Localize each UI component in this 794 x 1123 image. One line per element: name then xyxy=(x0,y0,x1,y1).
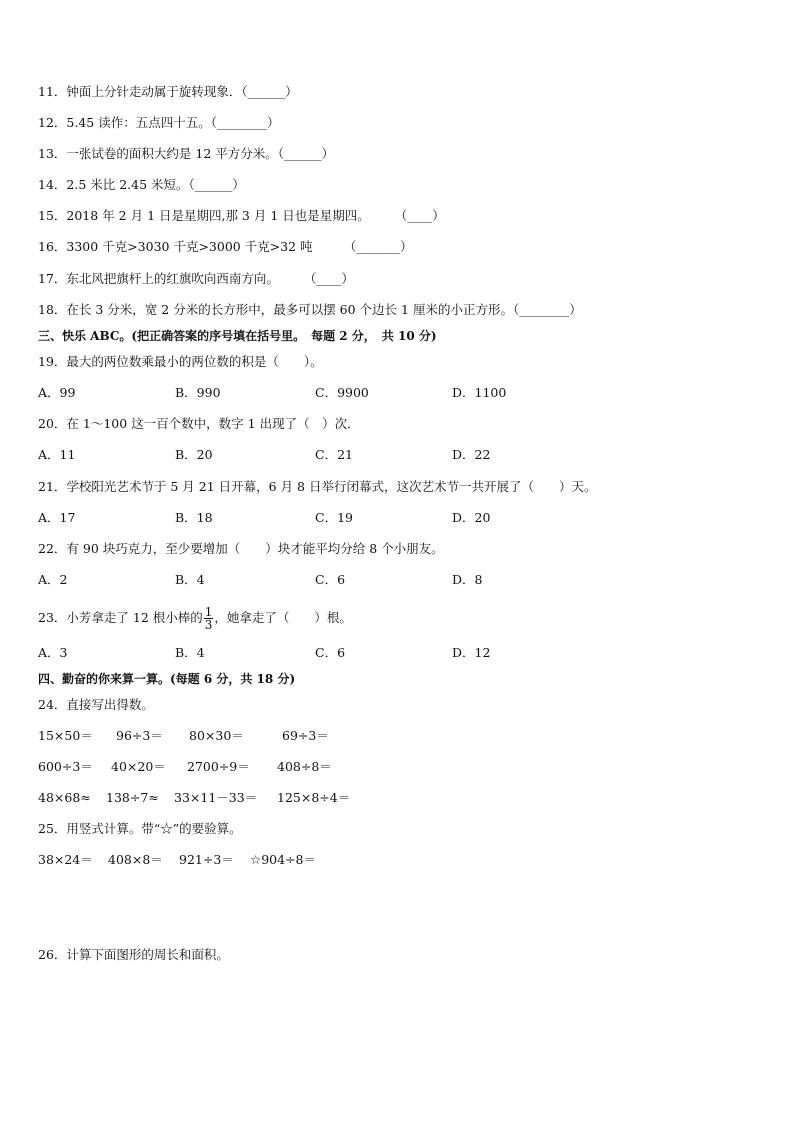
question-12: 12．5.45 读作：五点四十五。（________） xyxy=(38,115,280,130)
calc-item: 408×8＝ xyxy=(108,852,163,867)
option-b: B．4 xyxy=(175,572,205,587)
question-19: 19．最大的两位数乘最小的两位数的积是（ ）。 xyxy=(38,354,323,369)
question-13: 13．一张试卷的面积大约是 12 平方分米。（______） xyxy=(38,146,335,161)
calc-item: 921÷3＝ xyxy=(179,852,234,867)
question-23 xyxy=(38,603,352,633)
question-11: 11．钟面上分针走动属于旋转现象．（______） xyxy=(38,84,298,99)
question-26: 26．计算下面图形的周长和面积。 xyxy=(38,947,229,962)
question-20-options xyxy=(38,447,738,463)
question-24: 24．直接写出得数。 xyxy=(38,697,154,712)
question-19-options xyxy=(38,385,738,401)
option-c: C．19 xyxy=(315,510,353,525)
calc-item: 40×20＝ xyxy=(111,759,166,774)
question-21: 21．学校阳光艺术节于 5 月 21 日开幕，6 月 8 日举行闭幕式，这次艺术节一共开展了（ ）天。 xyxy=(38,479,597,494)
option-a: A．11 xyxy=(38,447,76,462)
section-4-title: 四、勤奋的你来算一算。(每题 6 分，共 18 分) xyxy=(38,672,296,686)
option-a: A．2 xyxy=(38,572,68,587)
option-d: D．8 xyxy=(452,572,483,587)
option-c: C．21 xyxy=(315,447,353,462)
question-14: 14．2.5 米比 2.45 米短。（______） xyxy=(38,177,245,192)
calc-item: 2700÷9＝ xyxy=(187,759,250,774)
section-3-title: 三、快乐 ABC。(把正确答案的序号填在括号里。 每题 2 分， 共 10 分) xyxy=(38,329,437,343)
question-23-after: ，她拿走了（ ）根。 xyxy=(214,610,352,625)
question-17: 17．东北风把旗杆上的红旗吹向西南方向。 （____） xyxy=(38,271,354,286)
calc-item: 408÷8＝ xyxy=(277,759,332,774)
option-d: D．22 xyxy=(452,447,491,462)
fraction-denominator: 3 xyxy=(204,618,213,632)
question-23-options xyxy=(38,645,738,661)
calc-item: 69÷3＝ xyxy=(282,728,329,743)
option-a: A．3 xyxy=(38,645,68,660)
question-15: 15．2018 年 2 月 1 日是星期四,那 3 月 1 日也是星期四。 （____） xyxy=(38,208,445,223)
calc-item: 48×68≈ xyxy=(38,790,91,805)
option-b: B．20 xyxy=(175,447,213,462)
question-21-options xyxy=(38,510,738,526)
calc-item: 138÷7≈ xyxy=(106,790,159,805)
option-a: A．99 xyxy=(38,385,76,400)
option-d: D．1100 xyxy=(452,385,507,400)
option-d: D．12 xyxy=(452,645,491,660)
calc-item: 33×11－33＝ xyxy=(174,790,258,805)
calc-item: 600÷3＝ xyxy=(38,759,93,774)
option-c: C．6 xyxy=(315,645,346,660)
question-20: 20．在 1～100 这一百个数中，数字 1 出现了（ ）次． xyxy=(38,416,360,431)
calc-item: 125×8÷4＝ xyxy=(277,790,351,805)
question-25: 25．用竖式计算。带“☆”的要验算。 xyxy=(38,821,242,836)
option-a: A．17 xyxy=(38,510,76,525)
question-22: 22．有 90 块巧克力，至少要增加（ ）块才能平均分给 8 个小朋友。 xyxy=(38,541,444,556)
question-22-options xyxy=(38,572,738,588)
fraction-one-third xyxy=(204,606,214,631)
option-b: B．18 xyxy=(175,510,213,525)
question-18: 18．在长 3 分米，宽 2 分米的长方形中，最多可以摆 60 个边长 1 厘米的小正方形。（________） xyxy=(38,302,582,317)
question-23-before: 23．小芳拿走了 12 根小棒的 xyxy=(38,610,203,625)
calc-item: 80×30＝ xyxy=(189,728,244,743)
option-c: C．6 xyxy=(315,572,346,587)
option-b: B．990 xyxy=(175,385,221,400)
question-16: 16．3300 千克>3030 千克>3000 千克>32 吨 （_______） xyxy=(38,239,413,254)
option-c: C．9900 xyxy=(315,385,369,400)
calc-item: 38×24＝ xyxy=(38,852,93,867)
calc-item: 15×50＝ xyxy=(38,728,93,743)
calc-item: ☆904÷8＝ xyxy=(250,852,316,867)
option-b: B．4 xyxy=(175,645,205,660)
fraction-numerator: 1 xyxy=(204,605,213,619)
calc-item: 96÷3＝ xyxy=(116,728,163,743)
option-d: D．20 xyxy=(452,510,491,525)
